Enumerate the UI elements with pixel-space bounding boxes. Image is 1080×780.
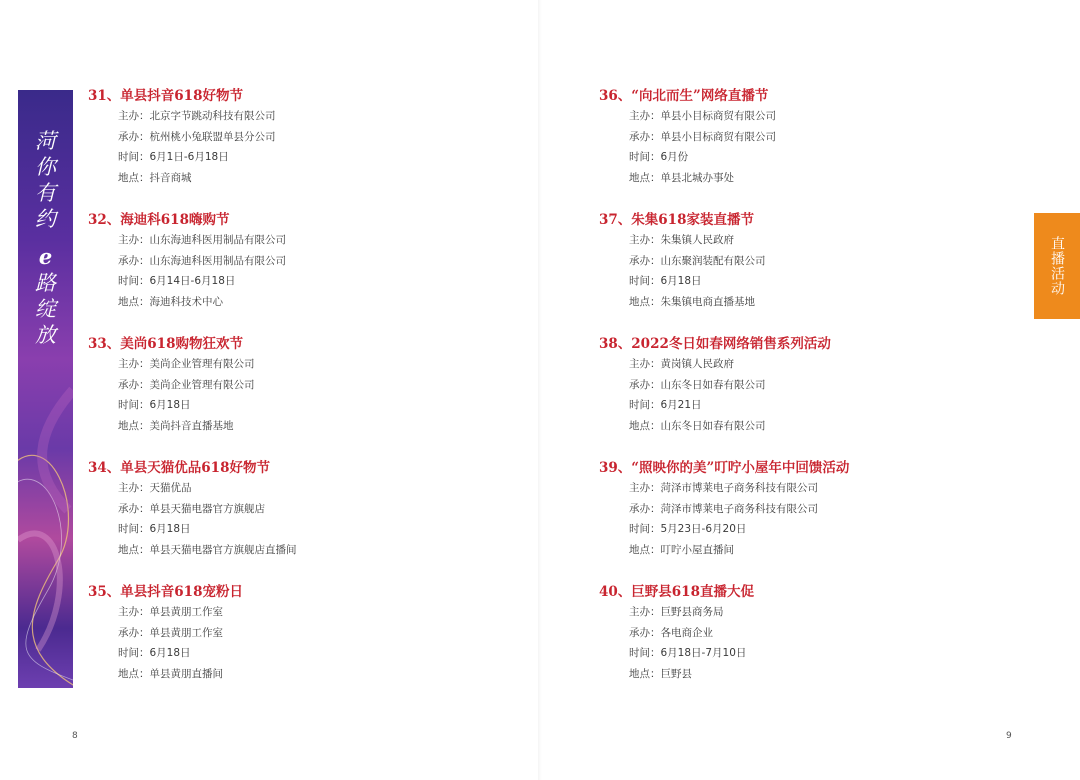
event-organizer: 承办：单县黄朋工作室 bbox=[118, 626, 223, 639]
event-time: 时间：6月18日 bbox=[629, 275, 702, 288]
event-host: 主办：巨野县商务局 bbox=[629, 606, 724, 618]
event-place: 地点：山东冬日如春有限公司 bbox=[629, 420, 766, 433]
event-organizer: 承办：山东冬日如春有限公司 bbox=[629, 378, 766, 391]
event-host: 主办：单县黄朋工作室 bbox=[118, 606, 223, 618]
slogan-char: 绽 bbox=[35, 297, 56, 321]
event-entry bbox=[599, 210, 766, 313]
event-title: 38、2022冬日如春网络销售系列活动 bbox=[599, 336, 831, 352]
event-entry bbox=[88, 210, 286, 313]
event-host: 主办：北京字节跳动科技有限公司 bbox=[118, 110, 276, 122]
slogan-char: 菏 bbox=[35, 129, 56, 153]
event-time: 时间：6月14日-6月18日 bbox=[118, 275, 236, 288]
event-entry bbox=[599, 334, 831, 437]
event-place: 地点：巨野县 bbox=[629, 668, 692, 681]
event-place: 地点：单县黄朋直播间 bbox=[118, 668, 223, 681]
page-gutter bbox=[538, 0, 542, 780]
event-time: 时间：6月18日 bbox=[118, 523, 191, 536]
event-host: 主办：天猫优品 bbox=[118, 482, 192, 494]
event-time: 时间：6月份 bbox=[629, 151, 689, 164]
slogan-char: 有 bbox=[35, 181, 56, 205]
event-title: 37、朱集618家装直播节 bbox=[599, 212, 754, 228]
page-number: 8 bbox=[72, 731, 78, 741]
slogan-char: 放 bbox=[35, 323, 56, 347]
event-place: 地点：单县天猫电器官方旗舰店直播间 bbox=[118, 544, 297, 557]
event-organizer: 承办：山东海迪科医用制品有限公司 bbox=[118, 254, 286, 267]
event-organizer: 承办：单县小目标商贸有限公司 bbox=[629, 130, 776, 143]
event-entry bbox=[599, 86, 776, 189]
event-organizer: 承办：山东聚润装配有限公司 bbox=[629, 254, 766, 267]
event-title: 36、“向北而生”网络直播节 bbox=[599, 88, 769, 104]
slogan-char: 约 bbox=[35, 207, 56, 231]
event-host: 主办：朱集镇人民政府 bbox=[629, 234, 734, 246]
event-place: 地点：海迪科技术中心 bbox=[118, 296, 223, 309]
section-tab: 直播活动 bbox=[1034, 213, 1080, 319]
event-title: 33、美尚618购物狂欢节 bbox=[88, 336, 243, 352]
event-host: 主办：黄岗镇人民政府 bbox=[629, 358, 734, 370]
event-entry bbox=[599, 582, 754, 685]
event-time: 时间：6月18日 bbox=[118, 399, 191, 412]
event-place: 地点：朱集镇电商直播基地 bbox=[629, 296, 755, 309]
event-title: 35、单县抖音618宠粉日 bbox=[88, 584, 243, 600]
event-entry bbox=[88, 458, 297, 561]
event-organizer: 承办：美尚企业管理有限公司 bbox=[118, 378, 255, 391]
slogan-char: 路 bbox=[35, 271, 56, 295]
event-organizer: 承办：菏泽市博莱电子商务科技有限公司 bbox=[629, 502, 818, 515]
event-entry bbox=[88, 334, 255, 437]
event-organizer: 承办：各电商企业 bbox=[629, 626, 713, 639]
event-place: 地点：单县北城办事处 bbox=[629, 172, 734, 185]
event-entry bbox=[599, 458, 849, 561]
event-title: 31、单县抖音618好物节 bbox=[88, 88, 243, 104]
decorative-banner bbox=[18, 90, 73, 688]
event-host: 主办：美尚企业管理有限公司 bbox=[118, 358, 255, 370]
event-time: 时间：6月21日 bbox=[629, 399, 702, 412]
event-time: 时间：6月1日-6月18日 bbox=[118, 151, 229, 164]
event-host: 主办：菏泽市博莱电子商务科技有限公司 bbox=[629, 482, 818, 494]
event-organizer: 承办：单县天猫电器官方旗舰店 bbox=[118, 502, 265, 515]
page-number: 9 bbox=[1006, 731, 1012, 741]
banner-slogan bbox=[18, 128, 73, 348]
event-place: 地点：叮咛小屋直播间 bbox=[629, 544, 734, 557]
slogan-char: 你 bbox=[35, 155, 56, 179]
event-time: 时间：6月18日 bbox=[118, 647, 191, 660]
event-title: 34、单县天猫优品618好物节 bbox=[88, 460, 270, 476]
event-title: 32、海迪科618嗨购节 bbox=[88, 212, 230, 228]
event-time: 时间：5月23日-6月20日 bbox=[629, 523, 747, 536]
event-time: 时间：6月18日-7月10日 bbox=[629, 647, 747, 660]
event-host: 主办：单县小目标商贸有限公司 bbox=[629, 110, 776, 122]
event-place: 地点：美尚抖音直播基地 bbox=[118, 420, 234, 433]
event-entry bbox=[88, 582, 243, 685]
event-title: 40、巨野县618直播大促 bbox=[599, 584, 754, 600]
event-title: 39、“照映你的美”叮咛小屋年中回馈活动 bbox=[599, 460, 850, 476]
right-page bbox=[540, 0, 1080, 780]
event-organizer: 承办：杭州桃小兔联盟单县分公司 bbox=[118, 130, 276, 143]
event-place: 地点：抖音商城 bbox=[118, 172, 192, 185]
event-host: 主办：山东海迪科医用制品有限公司 bbox=[118, 234, 286, 246]
event-entry bbox=[88, 86, 276, 189]
slogan-char: e bbox=[38, 244, 53, 269]
